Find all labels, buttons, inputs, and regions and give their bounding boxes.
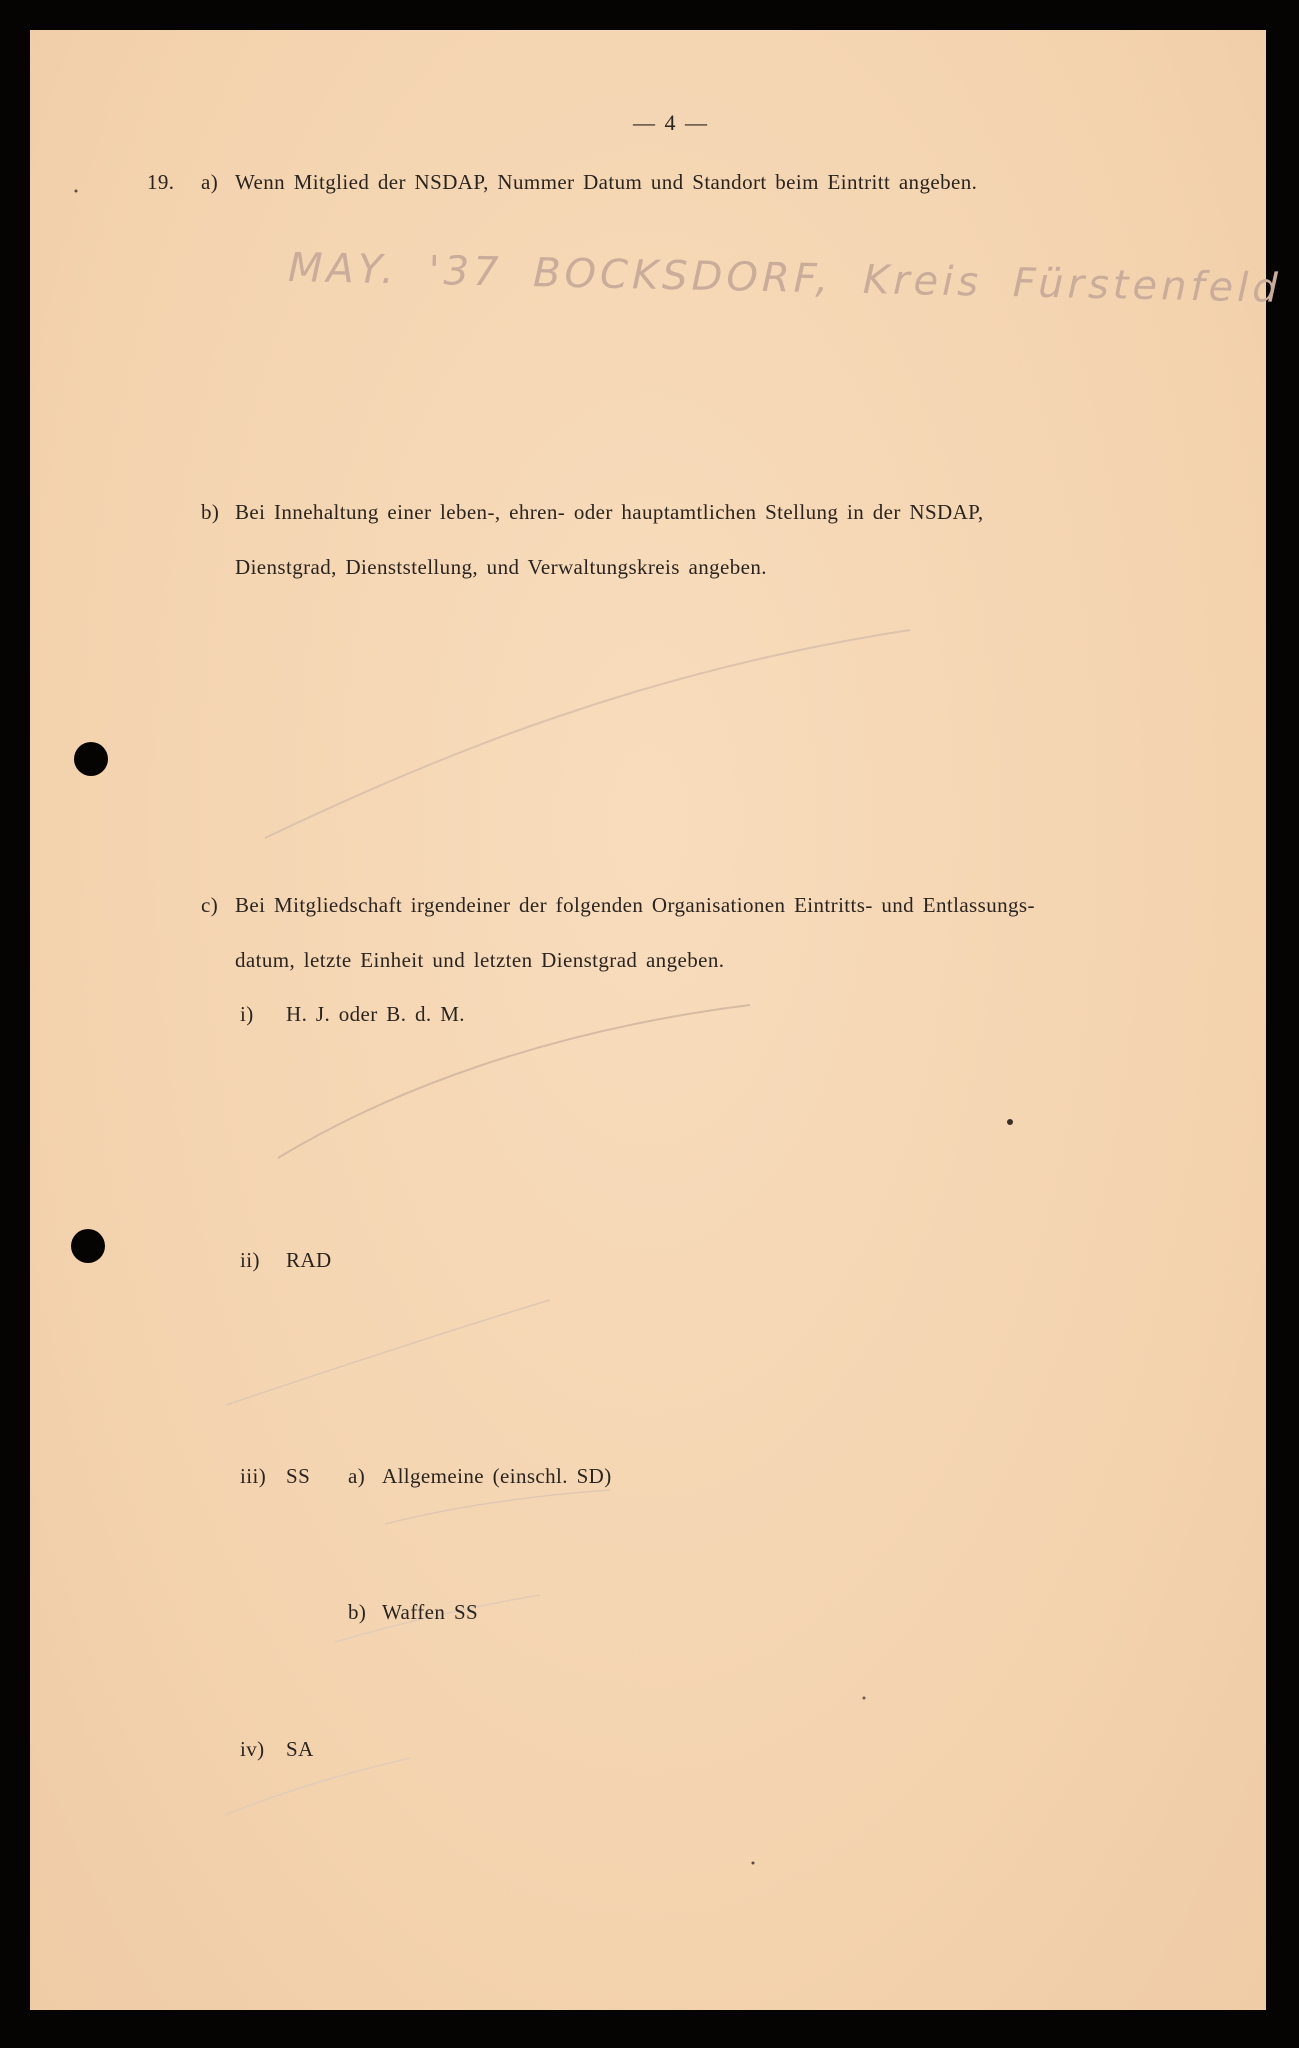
ink-speck [752,1862,755,1865]
ink-speck [1007,1119,1013,1125]
item-b-line1: Bei Innehaltung einer leben-, ehren- oder hauptamtlichen Stellung in der NSDAP, [235,500,984,524]
sub-iii-label: iii) [240,1464,267,1488]
sub-iii-a-text: Allgemeine (einschl. SD) [382,1464,612,1488]
sub-ii-label: ii) [240,1248,260,1272]
form-page [30,30,1283,2010]
page-number: — 4 — [633,110,709,135]
sub-iii-b-label: b) [348,1600,367,1624]
item-a-text: Wenn Mitglied der NSDAP, Nummer Datum und Standort beim Eintritt angeben. [235,170,978,194]
item-c-line1: Bei Mitgliedschaft irgendeiner der folgenden Organisationen Eintritts- und Entlassungs- [235,893,1035,917]
sub-iv-label: iv) [240,1737,265,1761]
pencil-strike-iii-a [385,1490,610,1524]
item-b-label: b) [201,500,220,524]
item-b-line2: Dienstgrad, Dienststellung, und Verwaltungskreis angeben. [235,555,767,579]
sub-iii-text: SS [286,1464,311,1488]
handwritten-answer-a: MAY. '37 BOCKSDORF, Kreis Fürstenfeld [287,245,1283,312]
sub-i-label: i) [240,1002,254,1026]
pencil-strike-ii [226,1300,550,1405]
sub-iv-text: SA [286,1737,314,1761]
pencil-strike-i [278,1005,750,1158]
punch-hole-lower [71,1229,105,1263]
item-c-line2: datum, letzte Einheit und letzten Dienstgrad angeben. [235,948,725,972]
pencil-strike-lines [30,30,1266,2010]
sub-iii-a-label: a) [348,1464,366,1488]
sub-i-text: H. J. oder B. d. M. [286,1002,465,1026]
sub-ii-text: RAD [286,1248,332,1272]
ink-speck [75,190,78,193]
ink-speck [863,1697,866,1700]
item-a-label: a) [201,170,219,194]
pencil-strike-iv [225,1758,410,1815]
question-number: 19. [147,170,175,194]
item-c-label: c) [201,893,219,917]
pencil-strike-b [265,630,910,838]
punch-hole-upper [74,742,108,776]
sub-iii-b-text: Waffen SS [382,1600,479,1624]
